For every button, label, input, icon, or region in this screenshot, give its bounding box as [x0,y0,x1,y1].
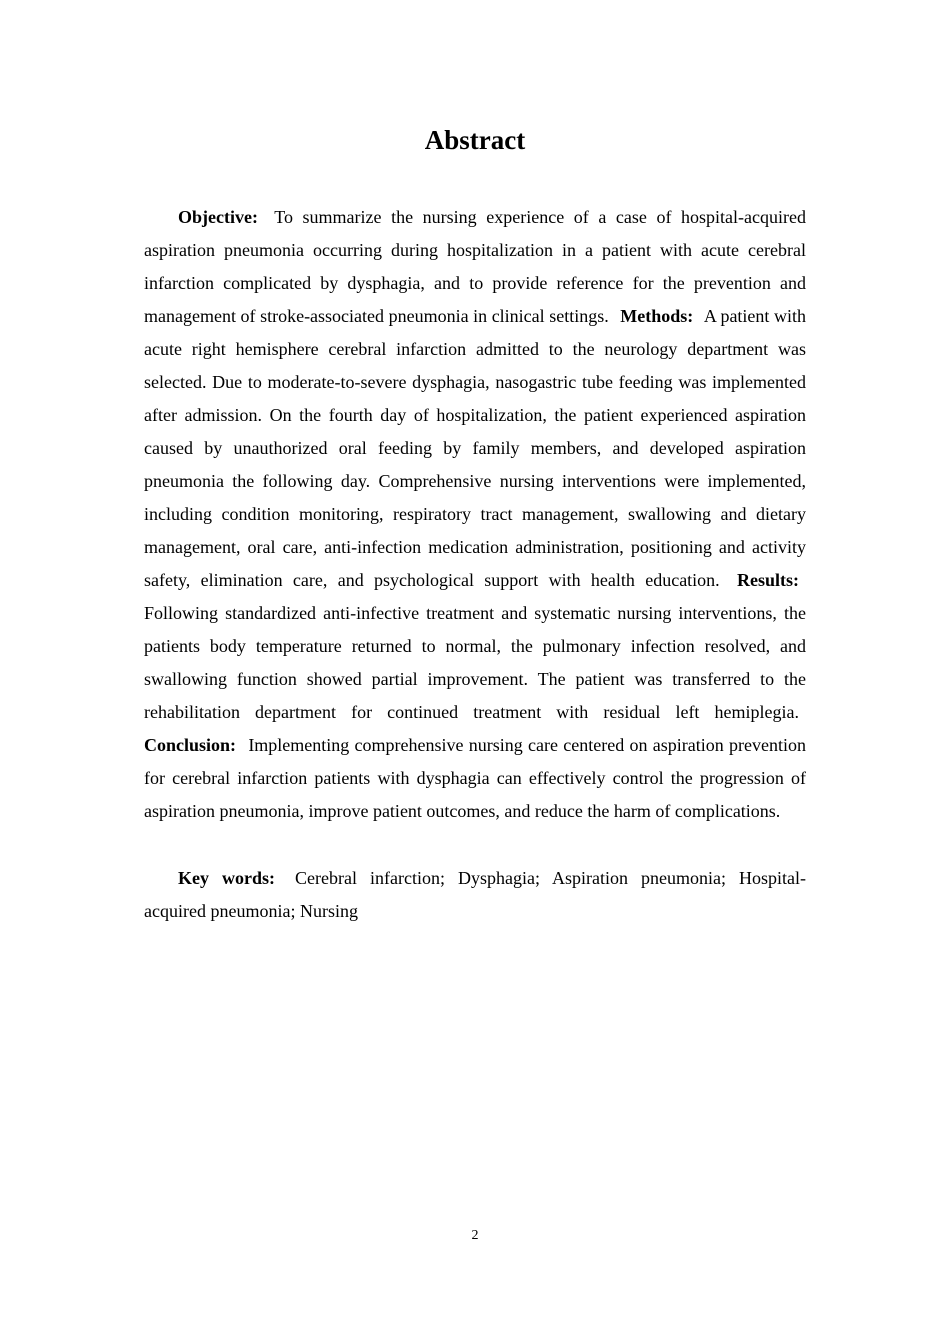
conclusion-label: Conclusion: [144,735,237,755]
objective-text: To summarize the nursing experience of a case of hospital-acquired aspiration pneumonia occurring during hospitalization in a patient with acute cerebral infarction complicated by dysphagia, and to provide reference for the prevention and management of stroke-associated pneumonia in clinical settings. [144,207,806,326]
keywords-label: Key words: [178,868,276,888]
page-number: 2 [471,1228,479,1243]
methods-label: Methods: [620,306,694,326]
conclusion-text: Implementing comprehensive nursing care centered on aspiration prevention for cerebral infarction patients with dysphagia can effectively control the progression of aspiration pneumonia, improve patient outcomes, and reduce the harm of complications. [144,735,807,821]
methods-text: A patient with acute right hemisphere cerebral infarction admitted to the neurology department was selected. Due to moderate-to-severe dysphagia, nasogastric tube feeding was implemented after admission. On the fourth day of hospitalization, the patient experienced aspiration caused by unauthorized oral feeding by family members, and developed aspiration pneumonia the following day. Comprehensive nursing interventions were implemented, including condition monitoring, respiratory tract management, swallowing and dietary management, oral care, anti-infection medication administration, positioning and activity safety, elimination care, and psychological support with health education. [144,306,806,590]
results-label: Results: [737,570,800,590]
results-text: Following standardized anti-infective treatment and systematic nursing interventions, the patients body temperature returned to normal, the pulmonary infection resolved, and swallowing function showed partial improvement. The patient was transferred to the rehabilitation department for continued treatment with residual left hemiplegia. [144,603,806,722]
keywords-paragraph [144,862,806,928]
page-title: Abstract [424,125,526,155]
keywords-text: Cerebral infarction; Dysphagia; Aspiration pneumonia; Hospital-acquired pneumonia; Nursing [144,868,806,921]
objective-label: Objective: [178,207,258,227]
abstract-paragraph [144,201,806,828]
